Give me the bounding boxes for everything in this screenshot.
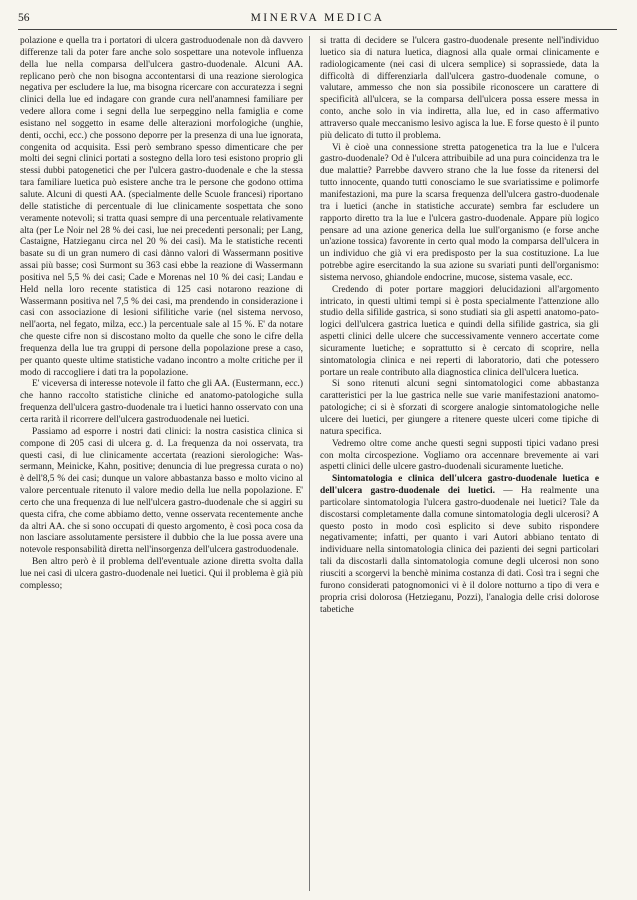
journal-title: MINERVA MEDICA xyxy=(250,12,385,24)
paragraph: E' viceversa di interesse notevole il fatto che gli AA. (Eustermann, ecc.) che hanno raccolto statistiche cliniche ed anatomo-patologiche sulla frequenza dell'ulcera gastro-duodenale tra i luetici hanno osservato con una certa rarità il ricorrere dell'ulcera gastroduodenale nei luetici. xyxy=(20,379,303,425)
left-column xyxy=(20,36,303,894)
paragraph: polazione e quella tra i portatori di ulcera gastroduodenale non dà davvero differenze tali da poter fare anche solo sospettare una notevole influenza della lue nella comparsa dell'ulcera gastro-duodenale. Alcuni AA. replicano però che non bisogna accontentarsi di una reazione sierologica negativa per escludere la lue, ma bisogna ricercare con accuratezza i segni clinici della lue ed indagare con grande cura nell'anamnesi familiare per vedere allora come i segni della lue serpeggino nella famiglia e come esistano nel soggetto in esame delle alterazioni morfologiche (unghie, denti, occhi, ecc.) che possono deporre per la presenza di una lue ignorata, congenita od acquisita. Essi però sembrano spesso dimenticare che per molti dei segni clinici portati a sostegno della loro tesi esistono proprio gli stessi dubbi patogenetici che per l'ulcera gastro-duodenale e che la stessa tara familiare luetica può esistere anche tra le persone che godono ottima salute. Alcuni di questi AA. (specialmente delle Scuole francesi) riportano delle statistiche di percentuale di lue clinicamente sospettata che sono veramente notevoli; si tratta quasi sempre di una percentuale relativamente alta (per Le Noir nel 28 % dei casi, lue nei precedenti personali; per Lang, Castaigne, Hatzieganu circa nel 20 % dei casi). Ma le statistiche recenti basate su di un gran numero di casi dànno valori di Wassermann positive assai più basse; così Surmont su 363 casi ebbe la reazione di Wassermann positiva nel 5,5 % dei casi; Cade e Morenas nel 10 % dei casi; Landau e Held nella loro recente statistica di 125 casi notarono reazione di Wassermann positiva nel 7,5 % dei casi, ma prendendo in considerazione i casi con associazione di lesioni sifilitiche varie (nel sistema nervoso, nell'aorta, nel fegato, milza, ecc.) la percentuale sale al 15 %. E' da notare che queste cifre non si discostano molto da quelle che sono le cifre della frequenza della lue tra gruppi di persone della popolazione prese a caso, per quanto queste ultime statistiche vadano incontro a molte critiche per il modo di raccogliere i dati tra la popolazione. xyxy=(20,36,303,378)
section-title: Sintomatologia e clinica dell'ulcera gastro-duodenale luetica e dell'ulcera gastro-duodenale dei luetici. xyxy=(320,474,599,497)
section-paragraph xyxy=(320,474,599,616)
section-body: — Ha realmente una particolare sintomatologia l'ulcera gastro-duodenale nei luetici? Tale da discostarsi completamente dalla comune sintomatologia degli ulcerosi? A questo posto in modo così esplicito si deve subito rispondere negativamente; infatti, per quanto i vari Autori abbiano tentato di individuare nella sintomatologia clinica dei pazienti dei segni particolari tali da discostarli dalla sintomatologia comune degli ulcerosi non sono riusciti a scorgervi la benchè minima costanza di dati. Così tra i segni che furono considerati patognomonici vi è il dolore notturno a tipo di vera e propria crisi dolorosa (Hetzieganu, Pozzi), l'analogia delle crisi dolorose tabetiche xyxy=(320,486,599,615)
page-number: 56 xyxy=(18,12,30,24)
paragraph: Ben altro però è il problema dell'eventuale azione diretta svolta dalla lue nei casi di ulcera gastro-duodenale nei luetici. Qui il problema è già più complesso; xyxy=(20,557,303,591)
paragraph: si tratta di decidere se l'ulcera gastro-duodenale presente nell'individuo luetico sia di natura luetica, diagnosi alla quale ormai clinicamente e radiologicamente (nei casi di ulcera semplice) si soprassiede, data la difficoltà di differenziarla dall'ulcera gastro-duodenale comune, o valutare, ammesso che non sia possibile riconoscere un carattere di specificità all'ulcera, se la comparsa dell'ulcera possa essere messa in conto, anche solo in via indiretta, alla lue, ed in caso affermativo attraverso quale meccanismo lesivo agisca la lue. E forse questo è il punto più delicato di tutto il problema. xyxy=(320,36,599,141)
paragraph: Vedremo oltre come anche questi segni supposti tipici vadano presi con molta circospezione. Vogliamo ora accennare brevemente ai vari aspetti clinici delle ulcere gastro-duodenali sicuramente luetiche. xyxy=(320,438,599,473)
paragraph: Vi è cioè una connessione stretta patogenetica tra la lue e l'ulcera gastro-duodenale? Od è l'ulcera attribuibile ad una pura coincidenza tra le due malattie? Parrebbe davvero strano che la lue fosse da ritenersi del tutto innocente, quando tutti conosciamo le sue svariatissime e polimorfe manifestazioni, ma pure la scarsa frequenza dell'ulcera gastro-duodenale tra i luetici (anche in statistiche accurate) sembra far escludere un rapporto diretto tra la lue e l'ulcera gastro-duodenale. Appare più logico pensare ad una azione generica della lue sull'organismo (e forse anche un'azione tossica) favorente in certo qual modo la comparsa dell'ulcera in un individuo che già vi era predisposto per la sua costituzione. La lue potrebbe agire esercitando la sua azione su svariati punti dell'organismo: sistema nervoso, ghiandole endocrine, mucose, sistema vasale, ecc. xyxy=(320,142,599,283)
paragraph: Si sono ritenuti alcuni segni sintomatologici come abbastanza caratteristici per la lue gastrica nelle sue varie manifestazioni anatomo-patologiche; ci si è sforzati di scorgere analogie sintomatologiche nelle ulcere dei luetici, per giungere a ritenere queste ulceri come tipiche di natura specifica. xyxy=(320,379,599,437)
paragraph: Credendo di poter portare maggiori delucidazioni all'argomento intricato, in questi ultimi tempi si è posta specialmente l'attenzione allo studio della sifilide gastrica, si sono studiati sia gli aspetti anatomo-patologici dell'ulcera gastrica luetica e quindi della sifilide gastrica, sia gli aspetti clinici delle ulcere che successivamente vennero accertate come sicuramente luetiche; e soprattutto si è cercato di scoprire, nella sintomatologia clinica e nei reperti di laboratorio, dati che potessero portare un reale contributo alla diagnostica clinica dell'ulcera luetica. xyxy=(320,284,599,378)
header-rule xyxy=(18,29,617,30)
paragraph: Passiamo ad esporre i nostri dati clinici: la nostra casistica clinica si compone di 205 casi di ulcera g. d. La frequenza da noi osservata, tra questi casi, di lue clinicamente accertata (reazioni sierologiche: Wassermann, Meinicke, Kahn, positive; denuncia di lue pregressa curata o no) è dell'8,5 % dei casi; dunque un valore abbastanza basso e molto vicino al valore percentuale ritenuto il valore medio della lue nella popolazione. E' certo che una frequenza di lue nell'ulcera gastro-duodenale che si aggiri su questa cifra, che come abbiamo detto, venne osservata recentemente anche da altri AA. che si sono occupati di questo argomento, è così poca cosa da non lasciare assolutamente persistere il dubbio che la lue possa avere una notevole responsabilità diretta nell'insorgenza dell'ulcera gastroduodenale. xyxy=(20,426,303,556)
page-header xyxy=(18,12,617,28)
column-divider xyxy=(309,36,310,891)
right-column xyxy=(320,36,599,894)
